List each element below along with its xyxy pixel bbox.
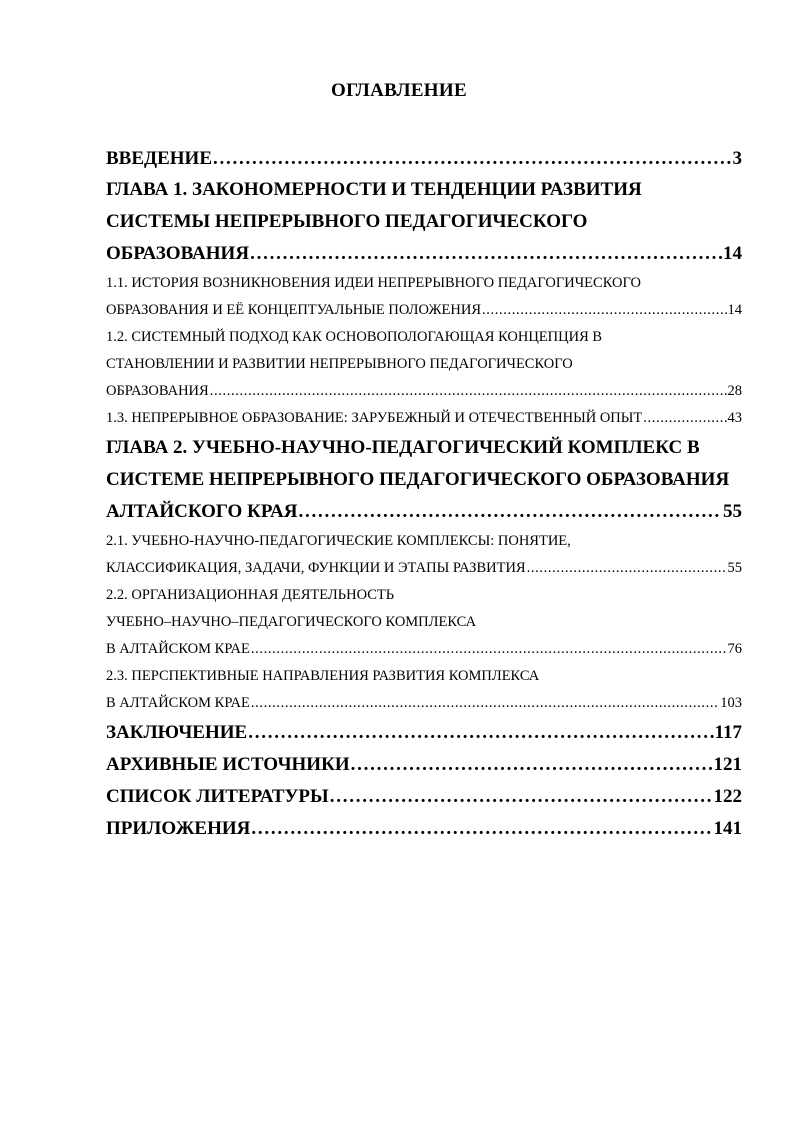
toc-entry-label: В АЛТАЙСКОМ КРАЕ [106, 695, 250, 711]
toc-entry-label: ОБРАЗОВАНИЯ [106, 243, 250, 264]
toc-entry-chapter2-line2[interactable] [106, 464, 742, 496]
toc-entry-label: В АЛТАЙСКОМ КРАЕ [106, 641, 250, 657]
toc-page-number: 14 [723, 243, 742, 264]
dot-leader [213, 143, 732, 174]
toc-entry-label: 2.2. ОРГАНИЗАЦИОННАЯ ДЕЯТЕЛЬНОСТЬ [106, 587, 395, 603]
toc-entry-1-3[interactable] [106, 405, 742, 432]
toc-entry-references[interactable] [106, 781, 742, 813]
toc-entry-chapter1-line1[interactable] [106, 174, 742, 206]
toc-entry-conclusion[interactable] [106, 717, 742, 749]
dot-leader [482, 297, 726, 324]
toc-entry-1-2-line3[interactable] [106, 378, 742, 405]
toc-entry-chapter2-line3[interactable] [106, 496, 742, 528]
toc-entry-label: ОБРАЗОВАНИЯ [106, 383, 209, 399]
dot-leader [250, 238, 722, 270]
toc-entry-2-1-line2[interactable] [106, 555, 742, 582]
dot-leader [210, 378, 727, 405]
toc-entry-label: ГЛАВА 1. ЗАКОНОМЕРНОСТИ И ТЕНДЕНЦИИ РАЗВИТИЯ [106, 179, 642, 200]
toc-entry-label: ГЛАВА 2. УЧЕБНО-НАУЧНО-ПЕДАГОГИЧЕСКИЙ КОМПЛЕКС В [106, 437, 700, 458]
toc-entry-2-3-line2[interactable] [106, 690, 742, 717]
toc-entry-label: 1.1. ИСТОРИЯ ВОЗНИКНОВЕНИЯ ИДЕИ НЕПРЕРЫВНОГО ПЕДАГОГИЧЕСКОГО [106, 275, 641, 291]
toc-page-number: 55 [723, 501, 742, 522]
toc-page-number: 55 [727, 560, 742, 576]
toc-entry-archives[interactable] [106, 749, 742, 781]
toc-entry-2-2-line1[interactable] [106, 582, 742, 609]
toc-entry-label: СИСТЕМЕ НЕПРЕРЫВНОГО ПЕДАГОГИЧЕСКОГО ОБРАЗОВАНИЯ [106, 469, 730, 490]
toc-entry-label: 2.3. ПЕРСПЕКТИВНЫЕ НАПРАВЛЕНИЯ РАЗВИТИЯ КОМПЛЕКСА [106, 668, 540, 684]
dot-leader [527, 555, 727, 582]
toc-entry-label: СТАНОВЛЕНИИ И РАЗВИТИИ НЕПРЕРЫВНОГО ПЕДАГОГИЧЕСКОГО [106, 356, 573, 372]
toc-entry-2-2-line2[interactable] [106, 609, 742, 636]
toc-page-number: 28 [727, 383, 742, 399]
toc-page-number: 117 [714, 722, 742, 743]
dot-leader [330, 781, 713, 813]
toc-entry-2-3-line1[interactable] [106, 663, 742, 690]
toc-entry-label: 1.3. НЕПРЕРЫВНОЕ ОБРАЗОВАНИЕ: ЗАРУБЕЖНЫЙ И ОТЕЧЕСТВЕННЫЙ ОПЫТ [106, 410, 643, 426]
toc-entry-chapter2-line1[interactable] [106, 432, 742, 464]
toc-entry-chapter1-line2[interactable] [106, 206, 742, 238]
toc-page-number: 141 [713, 818, 742, 839]
toc-entry-label: СИСТЕМЫ НЕПРЕРЫВНОГО ПЕДАГОГИЧЕСКОГО [106, 211, 588, 232]
toc-entry-label: 1.2. СИСТЕМНЫЙ ПОДХОД КАК ОСНОВОПОЛОГАЮЩАЯ КОНЦЕПЦИЯ В [106, 329, 603, 345]
dot-leader [251, 690, 719, 717]
dot-leader [351, 749, 713, 781]
page-title: ОГЛАВЛЕНИЕ [331, 80, 467, 101]
dot-leader [248, 717, 713, 749]
dot-leader [298, 496, 722, 528]
toc-entry-label: АРХИВНЫЕ ИСТОЧНИКИ [106, 754, 350, 775]
toc-entry-label: ПРИЛОЖЕНИЯ [106, 818, 251, 839]
toc-entry-label: СПИСОК ЛИТЕРАТУРЫ [106, 786, 329, 807]
toc-entry-label: УЧЕБНО–НАУЧНО–ПЕДАГОГИЧЕСКОГО КОМПЛЕКСА [106, 614, 477, 630]
toc-page-number: 103 [720, 695, 742, 711]
toc-entry-1-1-line1[interactable] [106, 270, 742, 297]
dot-leader [643, 405, 726, 432]
toc-page-number: 76 [727, 641, 742, 657]
toc-entry-label: АЛТАЙСКОГО КРАЯ [106, 501, 298, 522]
toc-entry-chapter1-line3[interactable] [106, 238, 742, 270]
toc-page-number: 121 [713, 754, 742, 775]
table-of-contents [106, 143, 742, 845]
toc-entry-label: ВВЕДЕНИЕ [106, 148, 212, 169]
toc-entry-appendices[interactable] [106, 813, 742, 845]
dot-leader [251, 813, 712, 845]
toc-entry-label: ЗАКЛЮЧЕНИЕ [106, 722, 248, 743]
toc-entry-label: 2.1. УЧЕБНО-НАУЧНО-ПЕДАГОГИЧЕСКИЕ КОМПЛЕКСЫ: ПОНЯТИЕ, [106, 533, 571, 549]
dot-leader [251, 636, 727, 663]
toc-entry-intro[interactable] [106, 143, 742, 174]
toc-entry-1-2-line2[interactable] [106, 351, 742, 378]
toc-entry-label: КЛАССИФИКАЦИЯ, ЗАДАЧИ, ФУНКЦИИ И ЭТАПЫ РАЗВИТИЯ [106, 560, 526, 576]
toc-entry-1-2-line1[interactable] [106, 324, 742, 351]
toc-page-number: 3 [732, 148, 742, 169]
toc-entry-2-1-line1[interactable] [106, 528, 742, 555]
toc-page-number: 14 [727, 302, 742, 318]
toc-page-number: 43 [727, 410, 742, 426]
toc-entry-2-2-line3[interactable] [106, 636, 742, 663]
toc-entry-label: ОБРАЗОВАНИЯ И ЕЁ КОНЦЕПТУАЛЬНЫЕ ПОЛОЖЕНИЯ [106, 302, 482, 318]
toc-page-number: 122 [713, 786, 742, 807]
toc-entry-1-1-line2[interactable] [106, 297, 742, 324]
